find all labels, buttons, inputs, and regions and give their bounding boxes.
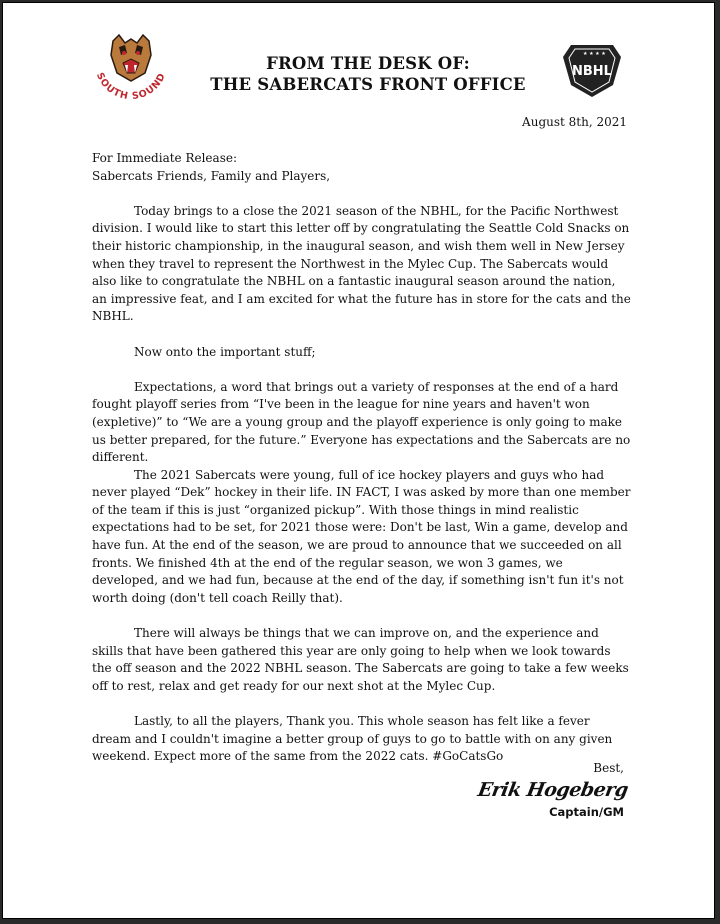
nbhl-logo [561, 41, 623, 99]
spacer [92, 326, 632, 344]
letter-page [2, 2, 715, 919]
paragraph-6: Lastly, to all the players, Thank you. This whole season has felt like a fever dream and I couldn't imagine a better group of guys to go to battle with on any given weekend. Expect more of the same from the 2022 cats. #GoCatsGo [92, 714, 613, 764]
spacer [92, 361, 632, 379]
svg-text:★ ★ ★ ★: ★ ★ ★ ★ [583, 51, 606, 57]
paragraph-2: Now onto the important stuff; [134, 344, 316, 359]
letter-date: August 8th, 2021 [522, 115, 627, 129]
spacer [92, 185, 632, 203]
salutation: Sabercats Friends, Family and Players, [92, 168, 331, 183]
release-line: For Immediate Release: [92, 151, 237, 165]
paragraph-4: The 2021 Sabercats were young, full of ice hockey players and guys who had never played “Dek” hockey in their life. IN FACT, I was asked by more than one member of the team if this is just “organized pickup”. With those things in mind realistic expectations had to be set, for 2021 those were: Don't be last, Win a game, develop and have fun. At the end of the season, we are proud to announce that we succeeded on all fronts. We finished 4th at the end of the regular season, we won 3 games, we developed, and we had fun, because at the end of the day, if something isn't fun it's not worth doing (don't tell coach Reilly that). [92, 467, 631, 605]
nbhl-logo-text: NBHL [572, 64, 612, 79]
logo-arc-text: SOUTH SOUND [93, 70, 169, 103]
nbhl-shield-icon [561, 41, 623, 99]
valediction: Best, [593, 761, 624, 775]
title-line-2: THE SABERCATS FRONT OFFICE [210, 75, 526, 94]
letter-body [92, 150, 632, 766]
paragraph-3: Expectations, a word that brings out a variety of responses at the end of a hard fought playoff series from “I've been in the league for nine years and haven't won (expletive)” to “We are a young group and the playoff experience is only going to make us better prepared, for the future.” Everyone has expectations and the Sabercats are no different. [92, 379, 631, 465]
spacer [92, 607, 632, 625]
signer-title: Captain/GM [549, 805, 624, 819]
page-title [153, 53, 583, 95]
signature: Erik Hogeberg [476, 779, 630, 801]
paragraph-5: There will always be things that we can improve on, and the experience and skills that have been gathered this year are only going to help when we look towards the off season and the 2022 NBHL season. The Sabercats are going to take a few weeks off to rest, relax and get ready for our next shot at the Mylec Cup. [92, 626, 629, 693]
paragraph-1: Today brings to a close the 2021 season of the NBHL, for the Pacific Northwest division. I would like to start this letter off by congratulating the Seattle Cold Snacks on their historic championship, in the inaugural season, and wish them well in New Jersey when they travel to represent the Northwest in the Mylec Cup. The Sabercats would also like to congratulate the NBHL on a fantastic inaugural season around the nation, an impressive feat, and I am excited for what the future has in store for the cats and the NBHL. [92, 203, 631, 324]
title-line-1: FROM THE DESK OF: [266, 54, 470, 73]
spacer [92, 695, 632, 713]
